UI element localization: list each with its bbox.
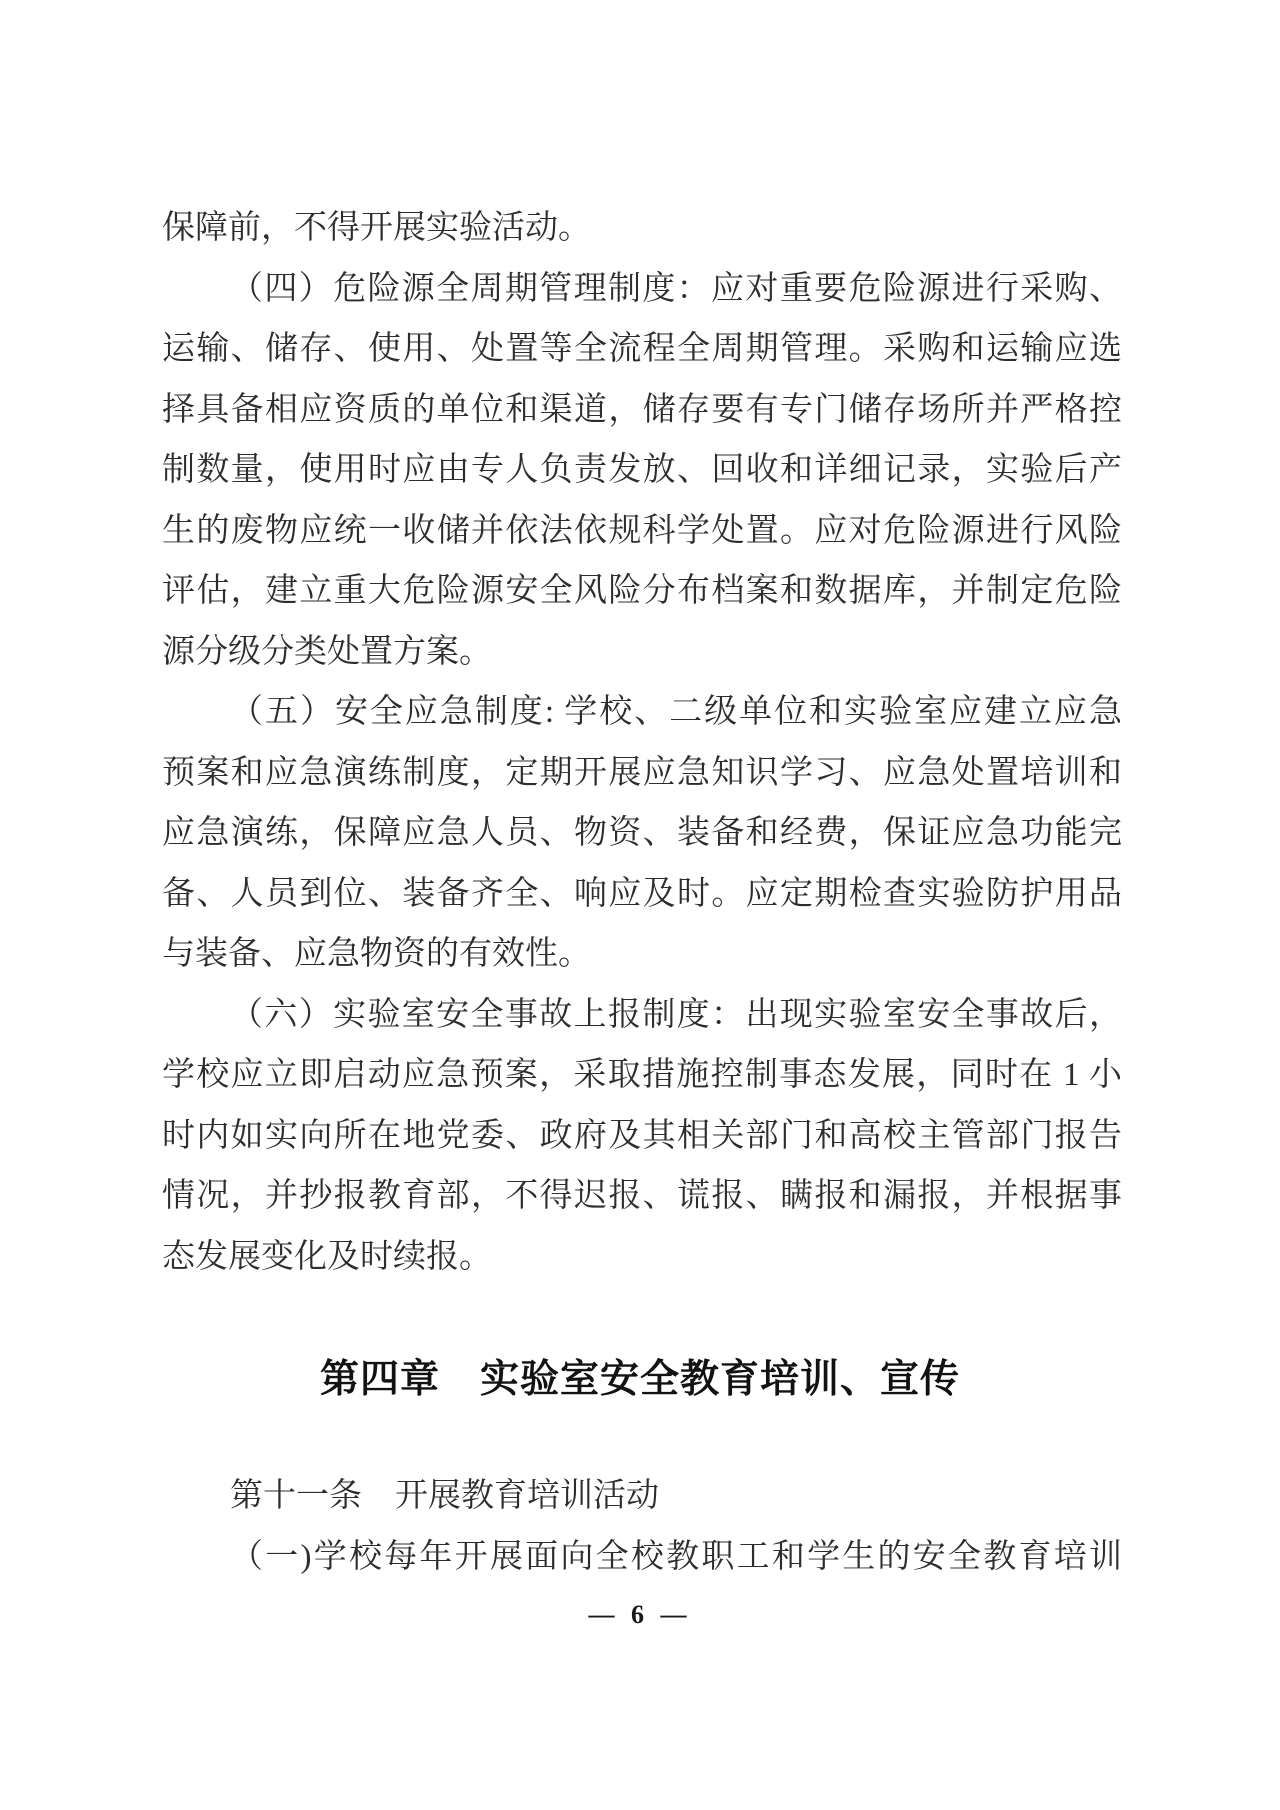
- body-line: 评估，建立重大危险源安全风险分布档案和数据库，并制定危险: [162, 573, 1122, 609]
- body-line: 备、人员到位、装备齐全、响应及时。应定期检查实验防护用品: [162, 875, 1122, 912]
- body-line: 源分级分类处置方案。: [162, 633, 492, 670]
- section-body: [162, 1466, 1122, 1587]
- body-line: 制数量，使用时应由专人负责发放、回收和详细记录，实验后产: [162, 452, 1122, 488]
- page-number: — 6 —: [588, 1600, 692, 1629]
- body-line: 预案和应急演练制度，定期开展应急知识学习、应急处置培训和: [162, 754, 1122, 791]
- body-line: （六）实验室安全事故上报制度：出现实验室安全事故后，: [230, 996, 1122, 1033]
- body-line: （四）危险源全周期管理制度：应对重要危险源进行采购、: [230, 270, 1122, 307]
- body-line: 生的废物应统一收储并依法依规科学处置。应对危险源进行风险: [162, 512, 1122, 549]
- body-line: 情况，并抄报教育部，不得迟报、谎报、瞒报和漏报，并根据事: [162, 1178, 1122, 1214]
- chapter-heading: 第四章 实验室安全教育培训、宣传: [319, 1358, 960, 1401]
- body-line: 态发展变化及时续报。: [162, 1238, 492, 1275]
- body-line: 运输、储存、使用、处置等全流程全周期管理。采购和运输应选: [162, 331, 1122, 367]
- body-line: 应急演练，保障应急人员、物资、装备和经费，保证应急功能完: [162, 815, 1122, 851]
- body-line: 学校应立即启动应急预案，采取措施控制事态发展，同时在 1 小: [162, 1057, 1122, 1093]
- body-line: 保障前，不得开展实验活动。: [162, 210, 591, 246]
- body-line: 择具备相应资质的单位和渠道，储存要有专门储存场所并严格控: [162, 391, 1122, 428]
- document-body: [162, 198, 1122, 1287]
- body-line: （五）安全应急制度: 学校、二级单位和实验室应建立应急: [230, 694, 1122, 730]
- body-line: 与装备、应急物资的有效性。: [162, 936, 591, 972]
- body-line: 时内如实向所在地党委、政府及其相关部门和高校主管部门报告: [162, 1117, 1122, 1154]
- body-line: 第十一条 开展教育培训活动: [230, 1478, 659, 1514]
- body-line: （一)学校每年开展面向全校教职工和学生的安全教育培训: [230, 1538, 1122, 1575]
